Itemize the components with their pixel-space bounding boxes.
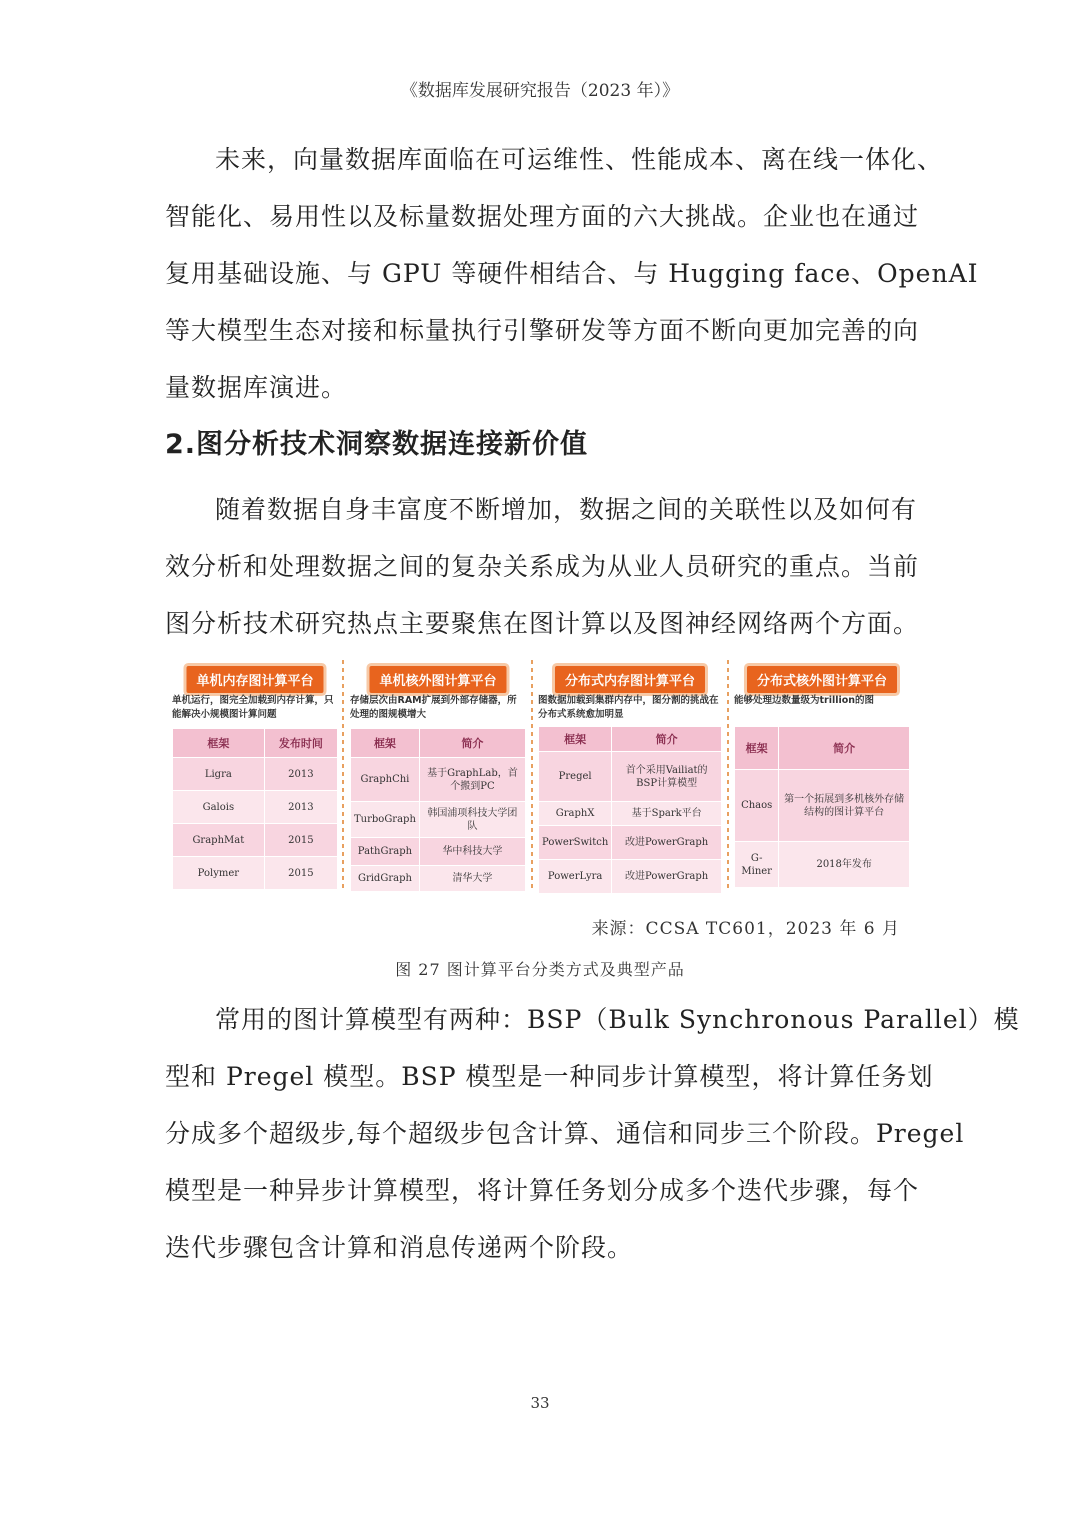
section-heading: 2.图分析技术洞察数据连接新价值 xyxy=(165,429,589,460)
page-header: 《数据库发展研究报告（2023 年）》 xyxy=(400,81,680,101)
table-row xyxy=(173,857,338,890)
table-cell: 2015 xyxy=(264,824,337,857)
paragraph-line: 智能化、易用性以及标量数据处理方面的六大挑战。企业也在通过 xyxy=(165,202,920,231)
table-row xyxy=(539,826,722,860)
panel-table xyxy=(350,728,526,892)
table-cell: GraphMat xyxy=(173,824,265,857)
table-row xyxy=(539,860,722,894)
table-cell: PowerLyra xyxy=(539,860,612,894)
table-cell: 清华大学 xyxy=(419,866,525,892)
panel-divider xyxy=(531,660,533,892)
table-cell: G-Miner xyxy=(735,842,779,888)
table-cell: 2013 xyxy=(264,791,337,824)
table-row xyxy=(173,824,338,857)
table-row xyxy=(539,802,722,826)
paragraph-line: 型和 Pregel 模型。BSP 模型是一种同步计算模型，将计算任务划 xyxy=(165,1062,934,1091)
column-header: 框架 xyxy=(539,727,612,752)
paragraph-line: 模型是一种异步计算模型，将计算任务划分成多个迭代步骤，每个 xyxy=(165,1176,920,1205)
paragraph-line: 未来，向量数据库面临在可运维性、性能成本、离在线一体化、 xyxy=(215,145,944,174)
table-cell: 第一个拓展到多机核外存储结构的图计算平台 xyxy=(779,770,910,842)
column-header: 框架 xyxy=(351,729,420,758)
table-cell: 2013 xyxy=(264,758,337,791)
panel-divider xyxy=(727,660,729,892)
column-header: 简介 xyxy=(612,727,722,752)
panel-distributed-external xyxy=(732,660,912,892)
paragraph-graph-analysis xyxy=(165,481,920,652)
column-header: 简介 xyxy=(779,727,910,770)
table-cell: 首个采用Vailiat的BSP计算模型 xyxy=(612,752,722,802)
column-header: 框架 xyxy=(173,729,265,758)
table-row xyxy=(351,758,526,802)
table-cell: PathGraph xyxy=(351,838,420,866)
panel-description: 图数据加载到集群内存中，图分割的挑战在分布式系统愈加明显 xyxy=(538,695,719,720)
table-cell: Ligra xyxy=(173,758,265,791)
panel-title: 分布式核外图计算平台 xyxy=(747,666,897,693)
table-cell: Pregel xyxy=(539,752,612,802)
table-cell: Galois xyxy=(173,791,265,824)
paragraph-line: 量数据库演进。 xyxy=(165,373,348,402)
table-cell: 韩国浦项科技大学团队 xyxy=(419,802,525,838)
column-header: 简介 xyxy=(419,729,525,758)
table-row xyxy=(539,752,722,802)
page-number: 33 xyxy=(530,1394,550,1412)
table-cell: Polymer xyxy=(173,857,265,890)
figure-graph-platforms xyxy=(170,660,912,892)
panel-description: 能够处理边数量级为trillion的图 xyxy=(734,695,875,706)
paragraph-line: 等大模型生态对接和标量执行引擎研发等方面不断向更加完善的向 xyxy=(165,316,920,345)
panel-table xyxy=(734,726,910,888)
table-cell: TurboGraph xyxy=(351,802,420,838)
paragraph-line: 复用基础设施、与 GPU 等硬件相结合、与 Hugging face、OpenAI xyxy=(165,259,979,288)
paragraph-graph-models xyxy=(165,991,1020,1276)
table-row xyxy=(351,838,526,866)
panel-description: 单机运行，图完全加载到内存计算，只能解决小规模图计算问题 xyxy=(172,695,334,720)
table-cell: Chaos xyxy=(735,770,779,842)
table-row xyxy=(735,842,910,888)
panel-table xyxy=(538,726,722,894)
column-header: 发布时间 xyxy=(264,729,337,758)
figure-caption: 图 27 图计算平台分类方式及典型产品 xyxy=(395,960,685,979)
table-cell: 2018年发布 xyxy=(779,842,910,888)
paragraph-line: 效分析和处理数据之间的复杂关系成为从业人员研究的重点。当前 xyxy=(165,552,920,581)
panel-title: 单机内存图计算平台 xyxy=(186,666,323,693)
paragraph-line: 图分析技术研究热点主要聚焦在图计算以及图神经网络两个方面。 xyxy=(165,609,920,638)
column-header: 框架 xyxy=(735,727,779,770)
paragraph-line: 常用的图计算模型有两种：BSP（Bulk Synchronous Parallel）模 xyxy=(215,1005,1020,1034)
table-cell: GraphChi xyxy=(351,758,420,802)
table-row xyxy=(735,770,910,842)
figure-source: 来源：CCSA TC601，2023 年 6 月 xyxy=(591,919,900,939)
table-cell: 基于Spark平台 xyxy=(612,802,722,826)
table-cell: GraphX xyxy=(539,802,612,826)
panel-title: 单机核外图计算平台 xyxy=(369,666,506,693)
table-cell: 华中科技大学 xyxy=(419,838,525,866)
panel-single-memory xyxy=(170,660,340,892)
table-cell: 2015 xyxy=(264,857,337,890)
paragraph-vector-db-future xyxy=(165,131,979,416)
panel-divider xyxy=(342,660,344,892)
paragraph-line: 随着数据自身丰富度不断增加，数据之间的关联性以及如何有 xyxy=(215,495,918,524)
table-cell: 改进PowerGraph xyxy=(612,860,722,894)
panel-distributed-memory xyxy=(536,660,724,892)
table-cell: 改进PowerGraph xyxy=(612,826,722,860)
table-row xyxy=(351,866,526,892)
panel-title: 分布式内存图计算平台 xyxy=(555,666,705,693)
table-cell: PowerSwitch xyxy=(539,826,612,860)
panel-single-external xyxy=(348,660,528,892)
paragraph-line: 分成多个超级步,每个超级步包含计算、通信和同步三个阶段。Pregel xyxy=(165,1119,965,1148)
table-row xyxy=(351,802,526,838)
table-row xyxy=(173,791,338,824)
paragraph-line: 迭代步骤包含计算和消息传递两个阶段。 xyxy=(165,1233,634,1262)
table-cell: GridGraph xyxy=(351,866,420,892)
table-cell: 基于GraphLab，首个搬到PC xyxy=(419,758,525,802)
panel-description: 存储层次由RAM扩展到外部存储器，所处理的图规模增大 xyxy=(350,695,517,720)
panel-table xyxy=(172,728,338,890)
table-row xyxy=(173,758,338,791)
